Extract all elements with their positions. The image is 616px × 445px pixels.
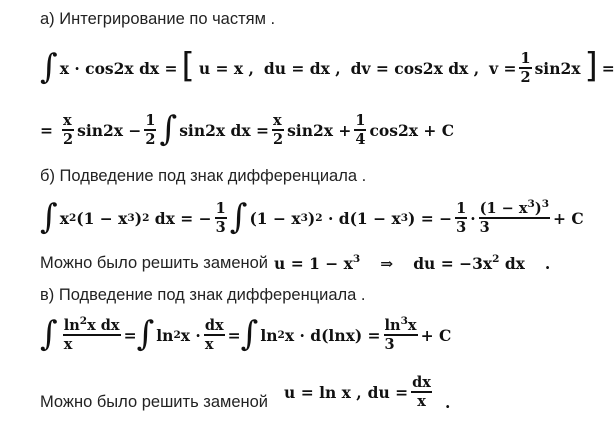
left-bracket: [ <box>181 46 195 86</box>
section-c-note <box>40 370 450 414</box>
term: sin2x dx = <box>179 120 269 140</box>
term: sin2x − <box>77 120 142 140</box>
substitution-expression: u = 1 − x3 <box>274 253 361 273</box>
right-bracket: ] <box>584 46 598 86</box>
section-b-note <box>40 251 550 275</box>
fraction-numerator: 1 <box>145 112 156 130</box>
note-text: Можно было решить заменой <box>40 392 269 411</box>
equals: = <box>123 325 137 345</box>
section-a-formula-1 <box>40 46 615 90</box>
fraction <box>519 51 531 85</box>
term: + C <box>420 325 452 345</box>
fraction-denominator: 3 <box>215 218 226 236</box>
fraction-numerator: 1 <box>520 50 531 68</box>
integral-sign: ∫ <box>40 47 58 87</box>
v-sin: sin2x <box>534 58 581 78</box>
section-a-formula-2 <box>40 108 454 152</box>
fraction <box>215 201 227 235</box>
integral-sign: ∫ <box>136 314 155 354</box>
equals: = <box>601 58 615 78</box>
fraction <box>63 315 121 353</box>
differential-expression: du = −3x2 dx <box>413 253 525 273</box>
fraction-numerator: ln2x dx <box>63 315 120 335</box>
fraction-numerator: x <box>272 112 282 130</box>
fraction-denominator: x <box>63 335 73 353</box>
term: ) = − <box>408 208 453 228</box>
section-a-heading: а) Интегрирование по частям . <box>40 10 276 28</box>
integral-sign: ∫ <box>40 314 58 354</box>
substitution-v: v = <box>489 58 517 78</box>
fraction <box>62 113 74 147</box>
fraction-denominator: 3 <box>479 218 490 236</box>
integral-sign: ∫ <box>229 197 248 237</box>
fraction <box>384 315 418 353</box>
term: x <box>407 317 417 335</box>
term: + C <box>553 208 584 228</box>
term: (1 − x <box>76 208 128 228</box>
term: dx <box>499 253 525 273</box>
section-c-heading: в) Подведение под знак дифференциала . <box>40 286 366 304</box>
fraction-numerator: 1 <box>215 200 226 218</box>
substitution-u: u = x , <box>198 58 254 78</box>
fraction-numerator: (1 − x3)3 <box>479 198 549 218</box>
substitution-expression: u = ln x , <box>284 382 362 402</box>
integral-sign: ∫ <box>240 314 259 354</box>
term: u = 1 − x <box>274 253 353 273</box>
term: ln <box>384 317 401 335</box>
fraction-denominator: x <box>204 335 214 353</box>
section-b-formula: ∫ x 2 (1 − x 3 ) 2 dx = − $\frac{1}{3}$ ∫ (1 − x 3 ) 2 · d(1 − x 3 ) = − $\frac{1}{3}$ · $\frac{(1 - x3)3}{3}$ + C <box>40 197 584 237</box>
fraction <box>479 198 550 236</box>
term: ln <box>260 325 278 345</box>
term: ) <box>307 208 316 228</box>
fraction <box>204 318 225 352</box>
term: · d(1 − x <box>322 208 401 228</box>
fraction-numerator: dx <box>204 317 224 335</box>
term: x · d(lnx) = <box>284 325 381 345</box>
fraction-denominator: 3 <box>456 218 467 236</box>
fraction-numerator: 1 <box>355 112 366 130</box>
integral-sign: ∫ <box>159 109 178 149</box>
fraction-numerator: x <box>63 112 72 130</box>
fraction <box>411 375 432 409</box>
term: ln <box>63 317 80 335</box>
term: x dx <box>87 317 120 335</box>
equals: = <box>40 120 53 140</box>
differential-expression: du = <box>367 382 409 402</box>
fraction <box>354 113 366 147</box>
integrand: x · cos2x dx = <box>59 58 178 78</box>
equals: = <box>227 325 241 345</box>
term: du = −3x <box>413 253 493 273</box>
fraction-numerator: 1 <box>456 200 467 218</box>
term: (1 − x <box>249 208 301 228</box>
implies-arrow: ⇒ <box>380 253 394 273</box>
fraction <box>272 113 284 147</box>
fraction <box>144 113 156 147</box>
term: cos2x + C <box>369 120 455 140</box>
section-b-heading: б) Подведение под знак дифференциала . <box>40 167 367 185</box>
term: x <box>59 208 69 228</box>
fraction-denominator: 2 <box>145 130 156 148</box>
substitution-dv: dv = cos2x dx , <box>350 58 480 78</box>
note-text: Можно было решить заменой <box>40 253 269 272</box>
term: x · <box>180 325 201 345</box>
substitution-du: du = dx , <box>263 58 341 78</box>
section-c-formula: ∫ $\frac{\text{ln2x dx}}{x}$ = ∫ ln 2 x · $\frac{dx}{x}$ = ∫ ln 2 x · d(lnx) = $\frac{\ln 3x}{3}$ + C <box>40 314 452 354</box>
term: sin2x + <box>287 120 352 140</box>
fraction-numerator: ln3x <box>384 315 417 335</box>
fraction-denominator: 2 <box>520 68 531 86</box>
fraction-denominator: x <box>417 392 426 410</box>
period: . <box>444 392 451 412</box>
fraction <box>455 201 467 235</box>
integral-sign: ∫ <box>40 197 58 237</box>
term: ln <box>156 325 174 345</box>
fraction-numerator: dx <box>412 374 431 392</box>
fraction-denominator: 2 <box>272 130 284 148</box>
fraction-denominator: 2 <box>63 130 74 148</box>
term: ) <box>134 208 143 228</box>
term: · <box>470 208 476 228</box>
term: dx = − <box>149 208 212 228</box>
term: ) <box>534 200 542 218</box>
period: . <box>544 253 551 273</box>
fraction-denominator: 3 <box>384 335 395 353</box>
fraction-denominator: 4 <box>355 130 366 148</box>
term: (1 − x <box>479 200 528 218</box>
